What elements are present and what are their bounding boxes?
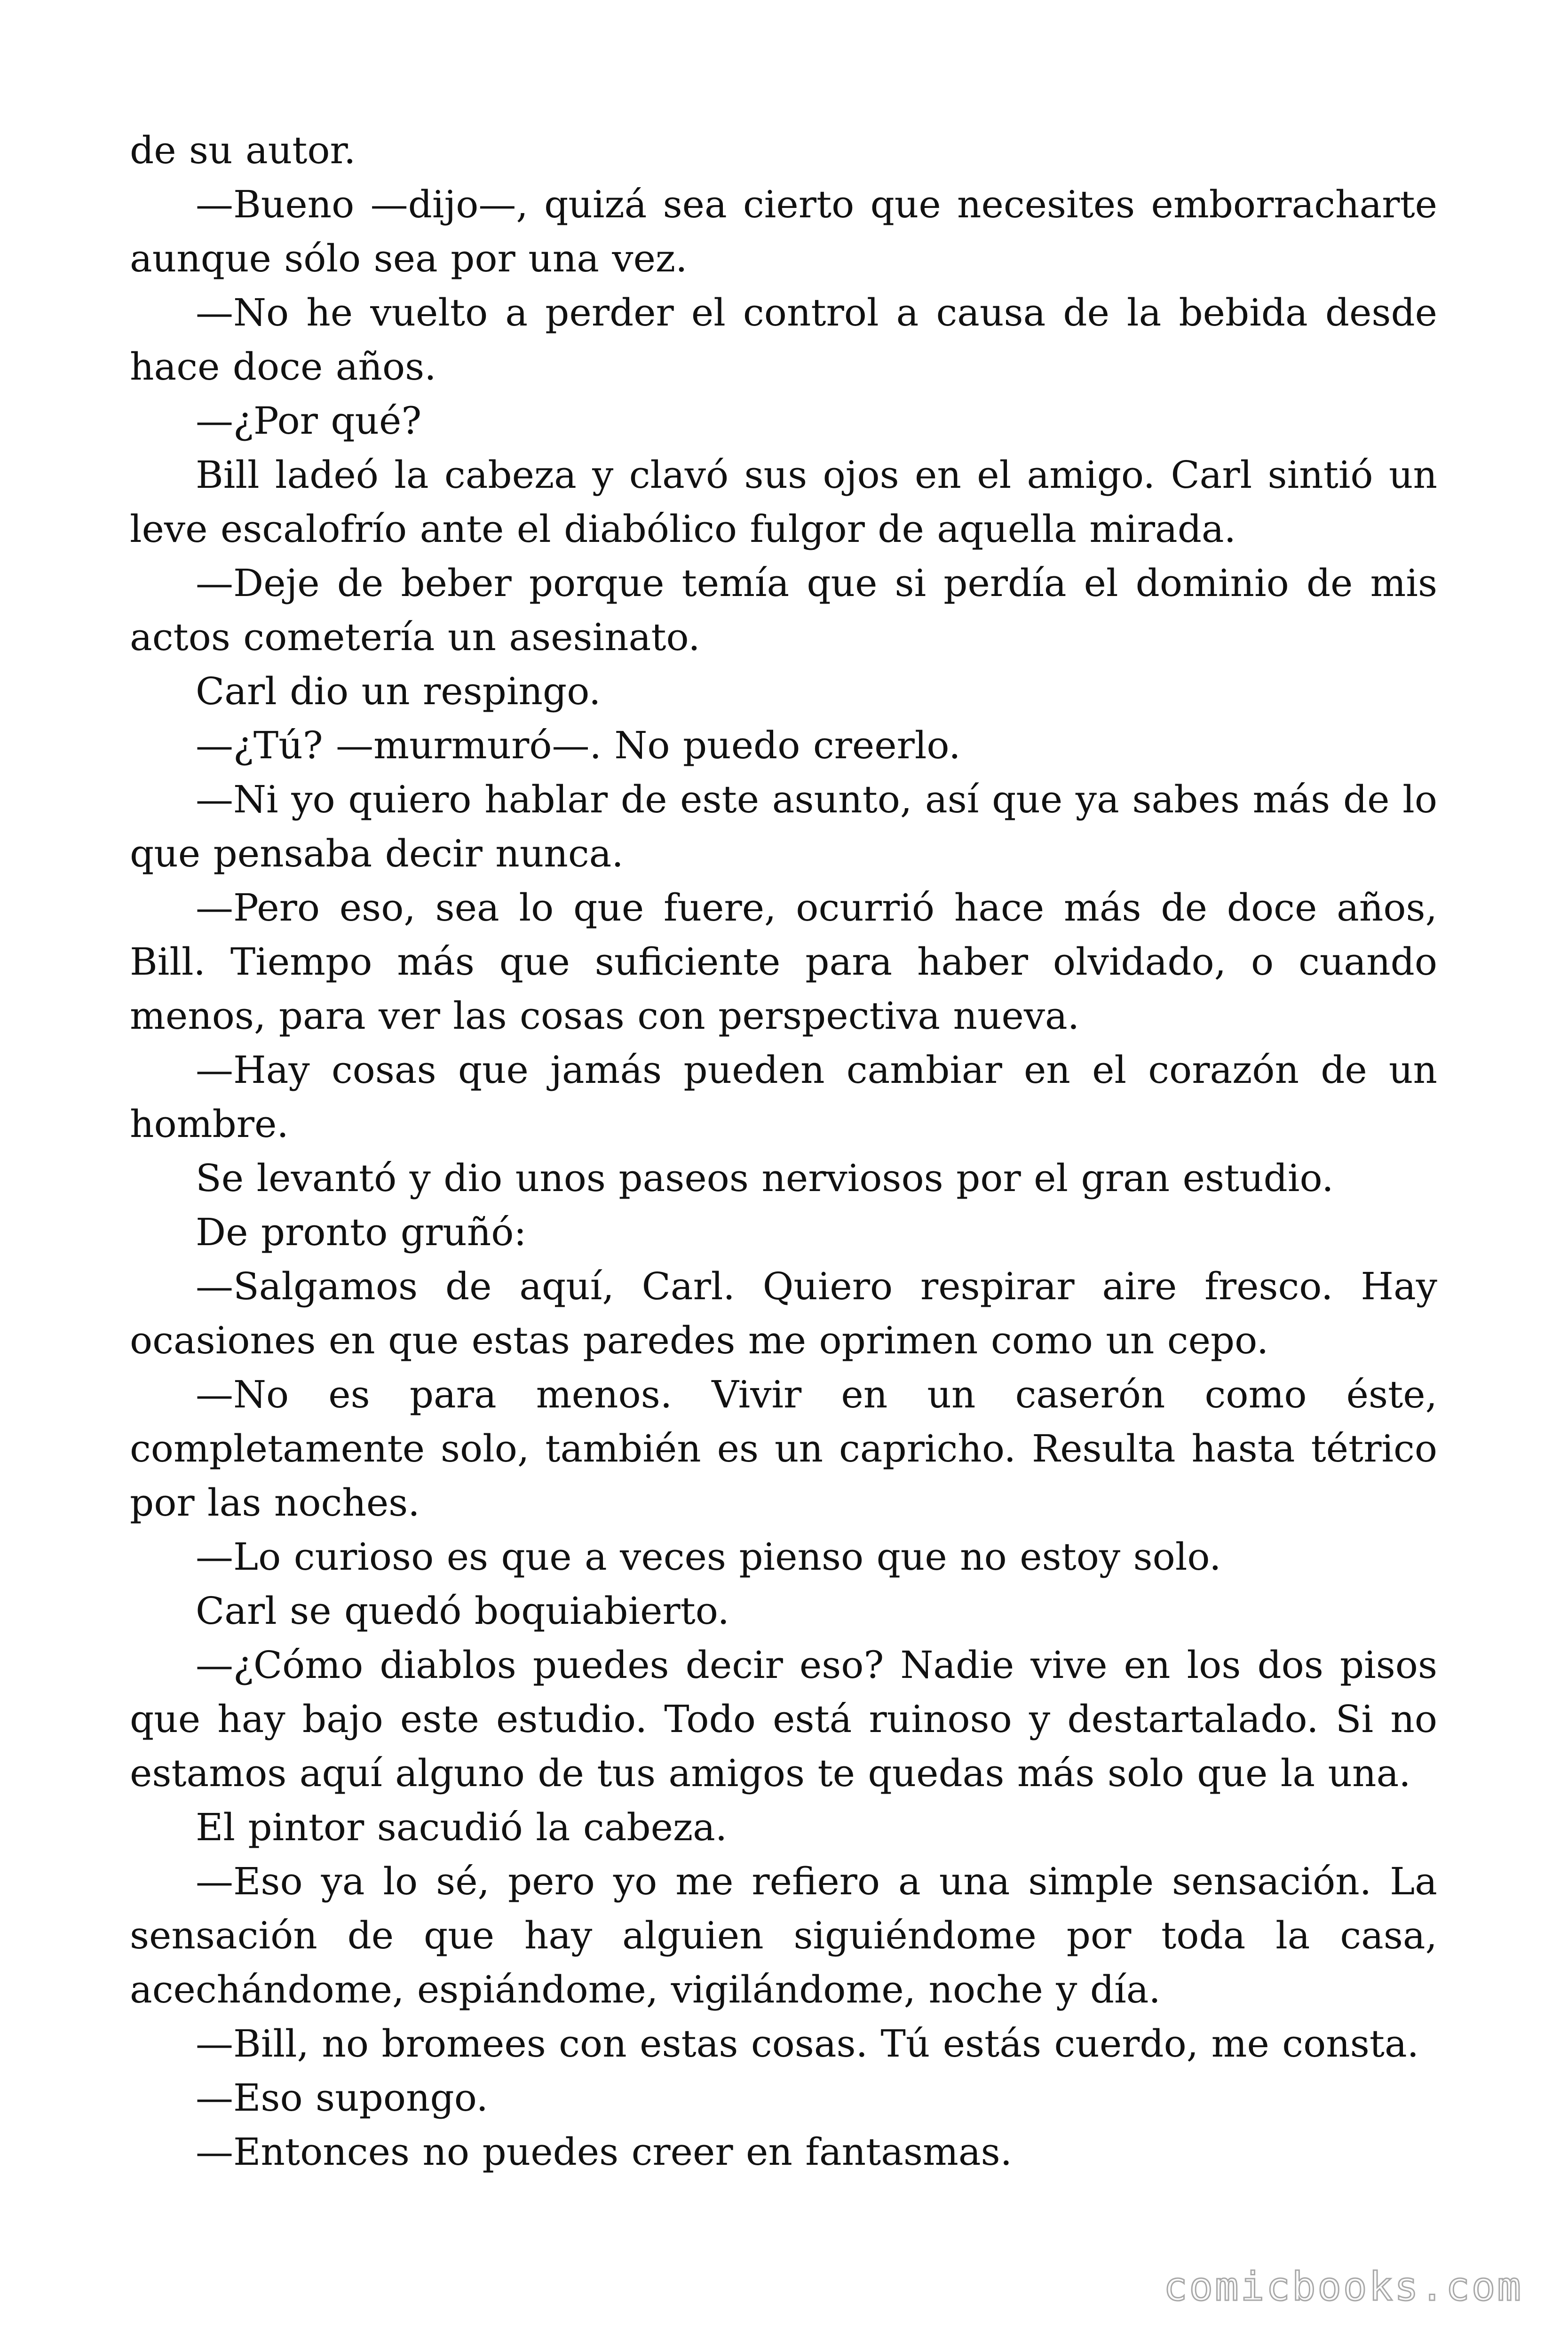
- paragraph: Bill ladeó la cabeza y clavó sus ojos en el amigo. Carl sintió un leve escalofrío ante el diabólico fulgor de aquella mirada.: [130, 453, 1437, 551]
- paragraph: —Eso supongo.: [196, 2076, 488, 2120]
- watermark: comicbooks.com: [1163, 2264, 1523, 2310]
- paragraph: De pronto gruñó:: [196, 1210, 527, 1254]
- paragraph: —No es para menos. Vivir en un caserón como éste, completamente solo, también es un capricho. Resulta hasta tétrico por las noches.: [130, 1373, 1437, 1525]
- paragraph: —Hay cosas que jamás pueden cambiar en el corazón de un hombre.: [130, 1048, 1437, 1146]
- paragraph: Se levantó y dio unos paseos nerviosos por el gran estudio.: [196, 1156, 1334, 1200]
- paragraph: —¿Cómo diablos puedes decir eso? Nadie vive en los dos pisos que hay bajo este estudio. Todo está ruinoso y destartalado. Si no estamos aquí alguno de tus amigos te quedas más solo que la una.: [130, 1643, 1437, 1795]
- paragraph: El pintor sacudió la cabeza.: [196, 1805, 728, 1849]
- paragraph: —Ni yo quiero hablar de este asunto, así que ya sabes más de lo que pensaba decir nunca.: [130, 778, 1437, 875]
- paragraph: Carl se quedó boquiabierto.: [196, 1589, 729, 1633]
- paragraph: —Pero eso, sea lo que fuere, ocurrió hace más de doce años, Bill. Tiempo más que suficiente para haber olvidado, o cuando menos, para ver las cosas con perspectiva nueva.: [130, 886, 1437, 1038]
- paragraph: —Salgamos de aquí, Carl. Quiero respirar aire fresco. Hay ocasiones en que estas paredes me oprimen como un cepo.: [130, 1264, 1437, 1362]
- paragraph: —¿Por qué?: [196, 399, 422, 443]
- paragraph: —Bueno —dijo—, quizá sea cierto que necesites emborracharte aunque sólo sea por una vez.: [130, 183, 1437, 280]
- paragraph: —No he vuelto a perder el control a causa de la bebida desde hace doce años.: [130, 291, 1437, 389]
- paragraph: —¿Tú? —murmuró—. No puedo creerlo.: [196, 723, 961, 767]
- paragraph: de su autor.: [130, 128, 356, 172]
- paragraph: —Lo curioso es que a veces pienso que no estoy solo.: [196, 1535, 1221, 1579]
- paragraph: —Eso ya lo sé, pero yo me refiero a una simple sensación. La sensación de que hay alguien siguiéndome por toda la casa, acechándome, espiándome, vigilándome, noche y día.: [130, 1859, 1437, 2011]
- paragraph: Carl dio un respingo.: [196, 669, 601, 713]
- paragraph: —Bill, no bromees con estas cosas. Tú estás cuerdo, me consta.: [196, 2022, 1419, 2066]
- paragraph: —Entonces no puedes creer en fantasmas.: [196, 2130, 1013, 2174]
- page-text: [130, 123, 1437, 2179]
- paragraph: —Deje de beber porque temía que si perdía el dominio de mis actos cometería un asesinato.: [130, 561, 1437, 659]
